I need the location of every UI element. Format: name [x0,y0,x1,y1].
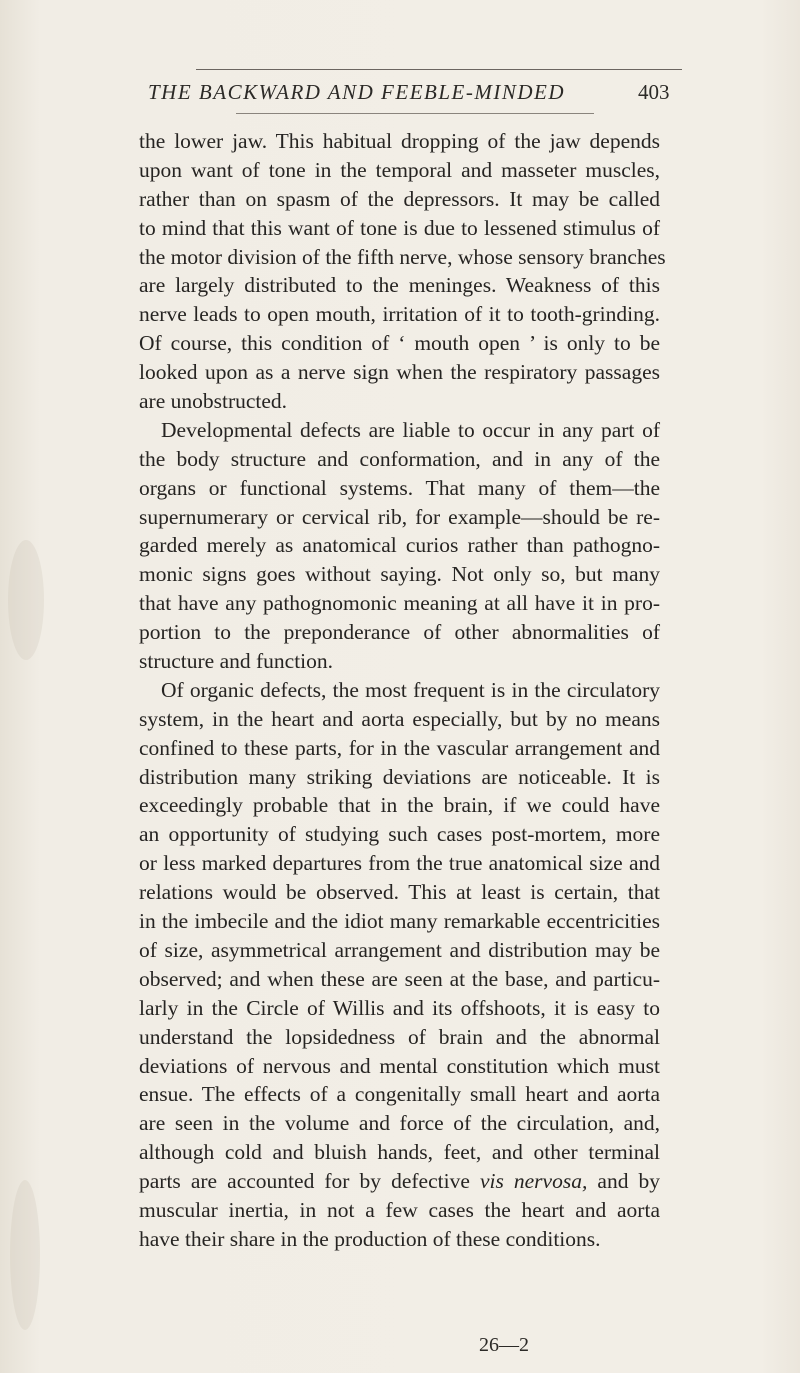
text-line: although cold and bluish hands, feet, and other terminal [139,1140,660,1165]
text-line: in the imbecile and the idiot many remarkable eccentricities [139,909,660,934]
text-line: observed; and when these are seen at the base, and particu- [139,966,660,991]
text-line: portion to the preponderance of other abnormalities of [139,620,660,645]
signature-mark: 26—2 [479,1334,529,1356]
text-line: are largely distributed to the meninges. Weakness of this [139,273,660,298]
text-line: larly in the Circle of Willis and its offshoots, it is easy to [139,995,660,1020]
text-line: upon want of tone in the temporal and masseter muscles, [139,157,660,182]
header-rule [236,113,594,114]
text-line: are seen in the volume and force of the circulation, and, [139,1111,660,1136]
paragraph-start: Of organic defects, the most frequent is in the circulatory [161,677,660,702]
text-line: are unobstructed. [139,389,288,414]
text-line: the lower jaw. This habitual dropping of the jaw depends [139,129,660,153]
text-line: that have any pathognomonic meaning at all have it in pro- [139,591,660,616]
running-title: THE BACKWARD AND FEEBLE-MINDED [148,80,566,104]
text-line: deviations of nervous and mental constitution which must [139,1053,660,1078]
text-line: system, in the heart and aorta especially, but by no means [139,706,660,731]
text-line: confined to these parts, for in the vascular arrangement and [139,735,660,760]
top-rule [196,69,682,70]
text-line: garded merely as anatomical curios rather than pathogno- [139,533,660,558]
text-line: supernumerary or cervical rib, for example—should be re- [139,504,660,529]
text-line: or less marked departures from the true anatomical size and [139,851,660,876]
text-line: of size, asymmetrical arrangement and distribution may be [139,937,660,962]
text-line: structure and function. [139,649,334,674]
text-line: distribution many striking deviations are noticeable. It is [139,764,660,789]
text-line: organs or functional systems. That many of them—the [139,475,660,500]
text-line: understand the lopsidedness of brain and the abnormal [139,1024,660,1049]
text-line: looked upon as a nerve sign when the respiratory passages [139,360,660,385]
text-line-with-italic [139,1167,660,1196]
text-line: the motor division of the fifth nerve, whose sensory branches [139,244,666,269]
text-segment: parts are accounted for by defective [139,1169,470,1194]
text-line: the body structure and conformation, and in any of the [139,446,660,471]
text-line: monic signs goes without saying. Not only so, but many [139,562,660,587]
text-line: have their share in the production of these conditions. [139,1226,601,1251]
paper-stain [8,540,44,660]
paper-stain [10,1180,40,1330]
body-text [139,127,666,1254]
text-segment: and by [597,1169,661,1194]
text-line: relations would be observed. This at least is certain, that [139,880,660,905]
italic-term: vis nervosa, [479,1169,588,1194]
text-line: exceedingly probable that in the brain, if we could have [139,793,660,818]
text-line: to mind that this want of tone is due to lessened stimulus of [139,215,660,240]
text-line: rather than on spasm of the depressors. It may be called [139,186,660,211]
text-line: ensue. The effects of a congenitally small heart and aorta [139,1082,660,1107]
page-number: 403 [638,80,670,104]
text-line: an opportunity of studying such cases post-mortem, more [139,822,660,847]
paragraph-start: Developmental defects are liable to occur in any part of [161,417,660,442]
text-line: nerve leads to open mouth, irritation of it to tooth-grinding. [139,302,660,327]
text-line: muscular inertia, in not a few cases the heart and aorta [139,1197,660,1222]
text-line: Of course, this condition of ‘ mouth open ’ is only to be [139,331,660,356]
